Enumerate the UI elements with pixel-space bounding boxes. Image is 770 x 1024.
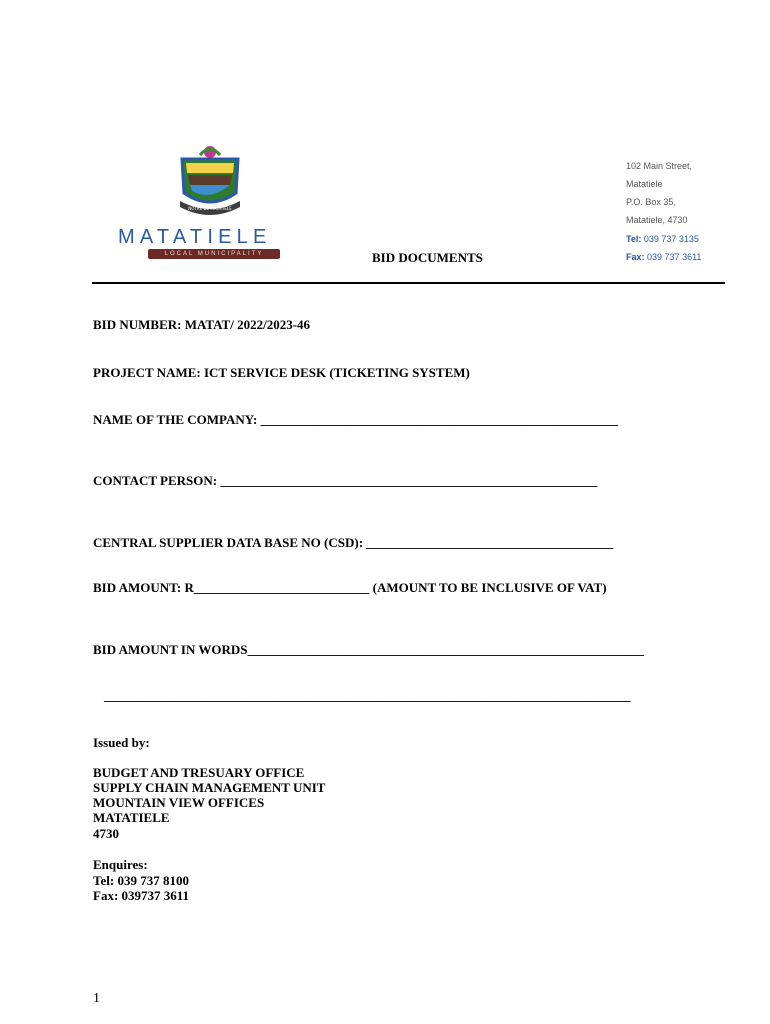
issued-line-office: BUDGET AND TRESUARY OFFICE xyxy=(93,765,305,780)
page-number: 1 xyxy=(93,991,100,1006)
enquires-tel: Tel: 039 737 8100 xyxy=(93,873,189,888)
address-po-box: P.O. Box 35, xyxy=(626,197,676,207)
contact-person-field[interactable]: CONTACT PERSON: __________________________________________________________ xyxy=(93,473,598,488)
bid-amount-field[interactable]: BID AMOUNT: R___________________________ (AMOUNT TO BE INCLUSIVE OF VAT) xyxy=(93,580,607,595)
address-fax: Fax: 039 737 3611 xyxy=(626,252,702,262)
logo-subtitle: LOCAL MUNICIPALITY xyxy=(148,249,280,259)
header-divider xyxy=(92,282,725,284)
document-title: BID DOCUMENTS xyxy=(372,250,483,265)
address-street: 102 Main Street, xyxy=(626,161,693,171)
bid-number: BID NUMBER: MATAT/ 2022/2023-46 xyxy=(93,317,311,332)
issued-line-town: MATATIELE xyxy=(93,810,170,825)
svg-text:NOTRE DE MATATIELE: NOTRE DE MATATIELE xyxy=(188,206,232,211)
csd-number-field[interactable]: CENTRAL SUPPLIER DATA BASE NO (CSD): ______________________________________ xyxy=(93,535,614,550)
address-town: Matatiele xyxy=(626,179,663,189)
enquires-label: Enquires: xyxy=(93,857,148,872)
issued-line-code: 4730 xyxy=(93,826,119,841)
enquires-fax: Fax: 039737 3611 xyxy=(93,888,190,903)
issued-line-unit: SUPPLY CHAIN MANAGEMENT UNIT xyxy=(93,780,326,795)
company-name-field[interactable]: NAME OF THE COMPANY: _______________________________________________________ xyxy=(93,412,619,427)
project-name: PROJECT NAME: ICT SERVICE DESK (TICKETING SYSTEM) xyxy=(93,365,470,380)
bid-amount-words-field[interactable]: BID AMOUNT IN WORDS_____________________________________________________________ xyxy=(93,642,644,657)
logo-wordmark: MATATIELE xyxy=(118,226,272,248)
address-tel: Tel: 039 737 3135 xyxy=(626,234,699,244)
bid-amount-words-continuation[interactable]: _________________________________________________________________________________ xyxy=(104,688,631,703)
issued-by-label: Issued by: xyxy=(93,735,150,750)
issued-line-offices: MOUNTAIN VIEW OFFICES xyxy=(93,795,265,810)
address-town-code: Matatiele, 4730 xyxy=(626,215,688,225)
municipality-crest-icon xyxy=(170,143,250,221)
